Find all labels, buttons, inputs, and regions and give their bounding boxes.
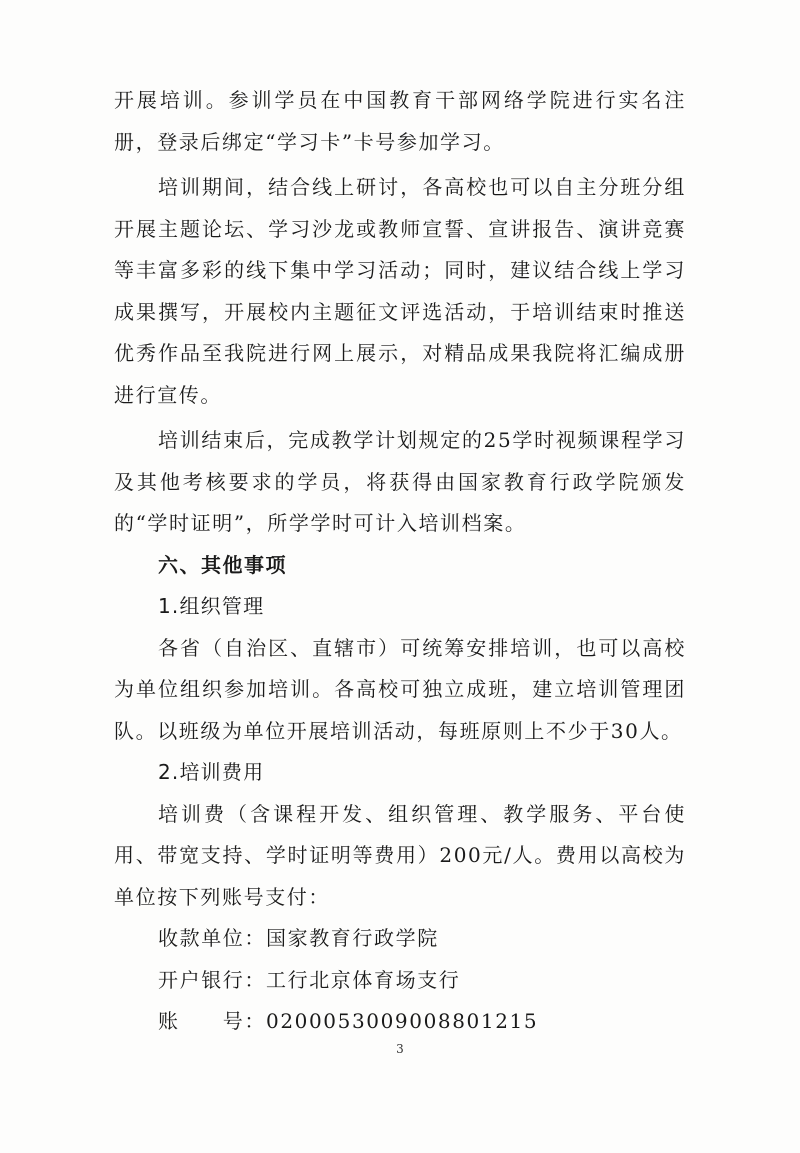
payment-bank: 开户银行：工行北京体育场支行	[158, 967, 461, 992]
paragraph-fees: 培训费（含课程开发、组织管理、教学服务、平台使用、带宽支持、学时证明等费用）200元/人。费用以高校为单位按下列账号支付：	[114, 801, 686, 909]
section-heading-other-matters: 六、其他事项	[158, 552, 287, 577]
paragraph-organization: 各省（自治区、直辖市）可统筹安排培训，也可以高校为单位组织参加培训。各高校可独立成班，建立培训管理团队。以班级为单位开展培训活动，每班原则上不少于30人。	[114, 635, 686, 743]
subheading-fees: 2.培训费用	[158, 760, 265, 784]
paragraph-training-completion: 培训结束后，完成教学计划规定的25学时视频课程学习及其他考核要求的学员，将获得由国家教育行政学院颁发的“学时证明”，所学学时可计入培训档案。	[114, 428, 686, 535]
payment-account: 账 号：0200053009008801215	[158, 1009, 539, 1033]
payment-payee: 收款单位：国家教育行政学院	[158, 926, 439, 950]
document-body	[114, 80, 686, 1043]
page-number: 3	[396, 1042, 404, 1056]
paragraph-continuation: 开展培训。参训学员在中国教育干部网络学院进行实名注册，登录后绑定“学习卡”卡号参加学习。	[114, 88, 686, 154]
paragraph-training-period: 培训期间，结合线上研讨，各高校也可以自主分班分组开展主题论坛、学习沙龙或教师宣誓、宣讲报告、演讲竞赛等丰富多彩的线下集中学习活动；同时，建议结合线上学习成果撰写，开展校内主题征文评选活动，于培训结束时推送优秀作品至我院进行网上展示，对精品成果我院将汇编成册进行宣传。	[114, 175, 686, 407]
subheading-organization: 1.组织管理	[158, 594, 265, 618]
